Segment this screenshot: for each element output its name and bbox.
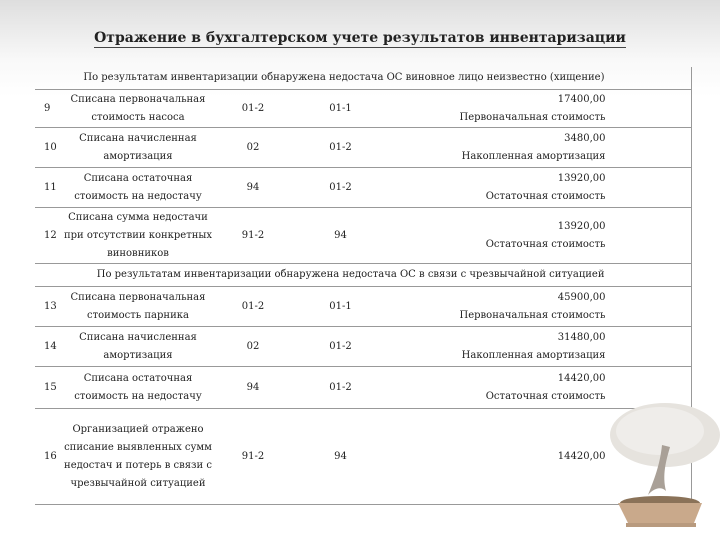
amount-value: 13920,00: [557, 221, 606, 232]
pot: [618, 503, 702, 523]
row-description: Списана начисленная амортизация: [63, 327, 213, 367]
row-number: 12: [35, 208, 63, 264]
pot-base: [626, 523, 696, 527]
row-description: Списана остаточная стоимость на недостачу: [63, 367, 213, 409]
amount-cell: [388, 90, 691, 128]
debit-account: 94: [213, 367, 293, 409]
amount-cell: [388, 128, 691, 168]
debit-account: 01-2: [213, 90, 293, 128]
debit-account: 91-2: [213, 208, 293, 264]
row-description: Списана сумма недостачи при отсутствии конкретных виновников: [63, 208, 213, 264]
amount-cell: [388, 168, 691, 208]
credit-account: 01-1: [293, 90, 388, 128]
section-header: По результатам инвентаризации обнаружена недостача ОС виновное лицо неизвестно (хищение): [35, 67, 691, 90]
row-number: 14: [35, 327, 63, 367]
amount-kind: Остаточная стоимость: [485, 190, 606, 202]
amount-kind: Накопленная амортизация: [461, 150, 606, 162]
table-row: [35, 287, 691, 327]
slide-title: [0, 30, 720, 46]
debit-account: 02: [213, 327, 293, 367]
section-header: По результатам инвентаризации обнаружена недостача ОС в связи с чрезвычайной ситуацией: [35, 264, 691, 287]
amount-value: 14420,00: [557, 373, 606, 384]
debit-account: 91-2: [213, 409, 293, 505]
row-description: Списана начисленная амортизация: [63, 128, 213, 168]
row-number: 10: [35, 128, 63, 168]
amount-value: 31480,00: [557, 332, 606, 343]
amount-kind: Остаточная стоимость: [485, 238, 606, 250]
amount-cell: [388, 287, 691, 327]
bonsai-decoration: [590, 395, 720, 540]
foliage: [616, 407, 704, 455]
amount-value: 13920,00: [557, 173, 606, 184]
credit-account: 94: [293, 208, 388, 264]
table-row: [35, 208, 691, 264]
credit-account: 01-2: [293, 327, 388, 367]
row-number: 9: [35, 90, 63, 128]
amount-cell: [388, 327, 691, 367]
debit-account: 94: [213, 168, 293, 208]
credit-account: 94: [293, 409, 388, 505]
row-number: 13: [35, 287, 63, 327]
row-description: Списана первоначальная стоимость парника: [63, 287, 213, 327]
section-header-row: [35, 67, 691, 90]
amount-cell: [388, 208, 691, 264]
debit-account: 01-2: [213, 287, 293, 327]
amount-kind: Остаточная стоимость: [485, 390, 606, 402]
amount-value: 17400,00: [557, 94, 606, 105]
row-description: Списана остаточная стоимость на недостачу: [63, 168, 213, 208]
amount-value: 14420,00: [557, 450, 606, 462]
credit-account: 01-1: [293, 287, 388, 327]
row-number: 11: [35, 168, 63, 208]
table-row: [35, 327, 691, 367]
table-row: [35, 168, 691, 208]
row-description: Списана первоначальная стоимость насоса: [63, 90, 213, 128]
credit-account: 01-2: [293, 128, 388, 168]
amount-kind: Накопленная амортизация: [461, 349, 606, 361]
amount-value: 3480,00: [564, 133, 606, 144]
slide-title-text: Отражение в бухгалтерском учете результатов инвентаризации: [94, 30, 626, 46]
section-header-row: [35, 264, 691, 287]
table-row: [35, 128, 691, 168]
credit-account: 01-2: [293, 168, 388, 208]
row-description: Организацией отражено списание выявленных сумм недостач и потерь в связи с чрезвычайной ситуацией: [63, 409, 213, 505]
row-number: 15: [35, 367, 63, 409]
row-number: 16: [35, 409, 63, 505]
credit-account: 01-2: [293, 367, 388, 409]
table-row: [35, 90, 691, 128]
debit-account: 02: [213, 128, 293, 168]
amount-kind: Первоначальная стоимость: [459, 309, 606, 321]
amount-value: 45900,00: [557, 292, 606, 303]
amount-kind: Первоначальная стоимость: [459, 111, 606, 123]
